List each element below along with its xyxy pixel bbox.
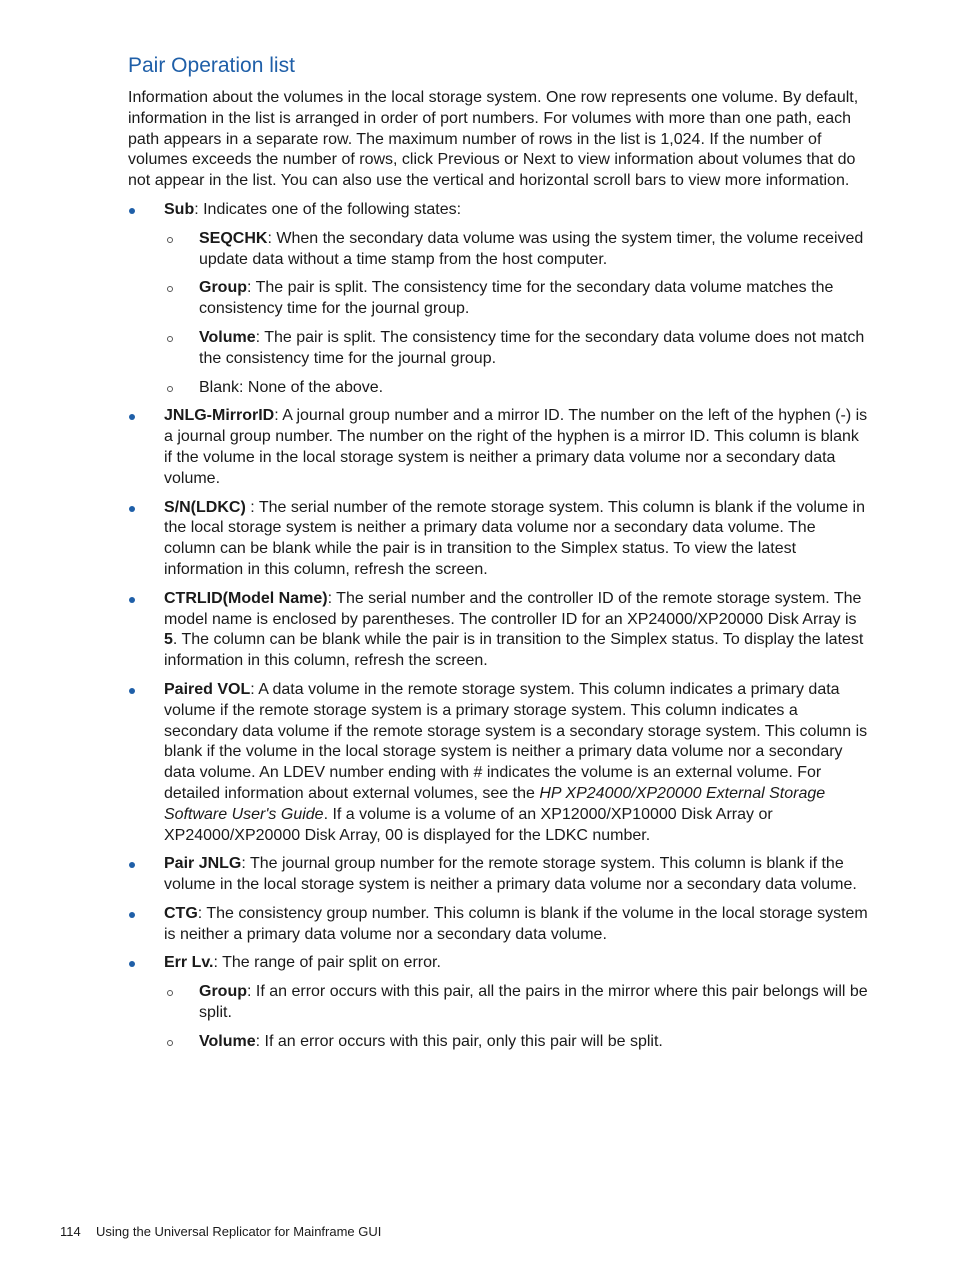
field-list [128, 200, 870, 1053]
sub-item-group [164, 982, 870, 1024]
term-description: : The serial number of the remote storage system. This column is blank if the volume in the local storage system is neither a primary data volume nor a secondary data volume. The column can be blank while the pair is in transition to the Simplex status. To view the latest information in this column, refresh the screen. [164, 498, 866, 578]
bullet-icon [129, 912, 135, 918]
circle-bullet-icon [167, 990, 173, 996]
term-description: : A journal group number and a mirror ID. The number on the left of the hyphen (-) is a journal group number. The number on the right of the hyphen is a mirror ID. This column is blank if the volume in the local storage system is neither a primary data volume nor a secondary data volume. [164, 407, 868, 487]
term-label: Err Lv. [164, 954, 214, 972]
sub-list [164, 982, 870, 1052]
bullet-icon [129, 961, 135, 967]
term-description: : If an error occurs with this pair, only this pair will be split. [255, 1032, 663, 1050]
sub-list [164, 229, 870, 399]
sub-item-blank [164, 378, 870, 399]
term-label: Group [199, 983, 247, 1001]
guide-reference: HP XP24000/XP20000 External Storage Software User's Guide [164, 784, 826, 823]
term-label: CTRLID(Model Name) [164, 589, 328, 607]
term-label: S/N(LDKC) [164, 498, 246, 516]
term-label: Pair JNLG [164, 855, 242, 873]
sub-item-seqchk [164, 229, 870, 271]
term-label: Sub [164, 200, 195, 218]
term-description: Blank: None of the above. [199, 378, 384, 396]
list-item-ctrlid [128, 589, 870, 672]
bullet-icon [129, 597, 135, 603]
page-content [128, 52, 870, 1061]
footer-title: Using the Universal Replicator for Mainframe GUI [96, 1224, 382, 1239]
circle-bullet-icon [167, 286, 173, 292]
circle-bullet-icon [167, 386, 173, 392]
term-label: Group [199, 279, 247, 297]
term-label: Paired VOL [164, 680, 251, 698]
bullet-icon [129, 414, 135, 420]
list-item-sub [128, 200, 870, 398]
bullet-icon [129, 506, 135, 512]
term-description: : The range of pair split on error. [213, 954, 441, 972]
term-description: : A data volume in the remote storage system. This column indicates a primary data volume if the remote storage system is a primary storage system. This column indicates a secondary data volume if the remote storage system is a secondary storage system. This column is blank if the volume in the local storage system is neither a primary data volume nor a secondary data volume. An LDEV number ending with # indicates the volume is an external volume. For detailed information about external volumes, see the [164, 680, 868, 802]
term-label: JNLG-MirrorID [164, 407, 275, 425]
bullet-icon [129, 862, 135, 868]
list-item-pair-jnlg [128, 854, 870, 896]
page-number: 114 [60, 1224, 81, 1239]
term-label: SEQCHK [199, 229, 268, 247]
term-description-end: . If a volume is a volume of an XP12000/XP10000 Disk Array or XP24000/XP20000 Disk Array, 00 is displayed for the LDKC number. [164, 805, 773, 844]
sub-item-volume [164, 1032, 870, 1053]
term-description: : Indicates one of the following states: [194, 200, 462, 218]
page-footer [60, 1224, 381, 1239]
circle-bullet-icon [167, 1040, 173, 1046]
bold-value: 5 [164, 631, 173, 649]
term-description: : The serial number and the controller ID of the remote storage system. The model name is enclosed by parentheses. The controller ID for an XP24000/XP20000 Disk Array is [164, 589, 862, 628]
sub-item-group [164, 278, 870, 320]
list-item-paired-vol [128, 680, 870, 846]
term-description: : If an error occurs with this pair, all the pairs in the mirror where this pair belongs will be split. [199, 983, 868, 1022]
term-description: : When the secondary data volume was using the system timer, the volume received update data without a time stamp from the host computer. [199, 229, 864, 268]
list-item-jnlg-mirrorid [128, 406, 870, 489]
list-item-ctg [128, 904, 870, 946]
term-description: : The consistency group number. This column is blank if the volume in the local storage system is neither a primary data volume nor a secondary data volume. [164, 904, 868, 943]
term-description: : The journal group number for the remote storage system. This column is blank if the volume in the local storage system is neither a primary data volume nor a secondary data volume. [164, 855, 857, 894]
term-label: Volume [199, 1032, 256, 1050]
intro-paragraph: Information about the volumes in the local storage system. One row represents one volume. By default, information in the list is arranged in order of port numbers. For volumes with more than one path, each path appears in a separate row. The maximum number of rows in the list is 1,024. If the number of volumes exceeds the number of rows, click Previous or Next to view information about volumes that do not appear in the list. You can also use the vertical and horizontal scroll bars to view more information. [128, 89, 859, 190]
bullet-icon [129, 208, 135, 214]
sub-item-volume [164, 328, 870, 370]
term-label: CTG [164, 904, 198, 922]
term-label: Volume [199, 328, 256, 346]
bullet-icon [129, 688, 135, 694]
term-description: : The pair is split. The consistency time for the secondary data volume does not match the consistency time for the journal group. [199, 328, 865, 367]
circle-bullet-icon [167, 237, 173, 243]
list-item-sn-ldkc [128, 498, 870, 581]
section-heading: Pair Operation list [128, 54, 295, 77]
list-item-err-lv [128, 953, 870, 1052]
term-description-end: . The column can be blank while the pair is in transition to the Simplex status. To display the latest information in this column, refresh the screen. [164, 631, 864, 670]
circle-bullet-icon [167, 336, 173, 342]
term-description: : The pair is split. The consistency time for the secondary data volume matches the consistency time for the journal group. [199, 279, 834, 318]
